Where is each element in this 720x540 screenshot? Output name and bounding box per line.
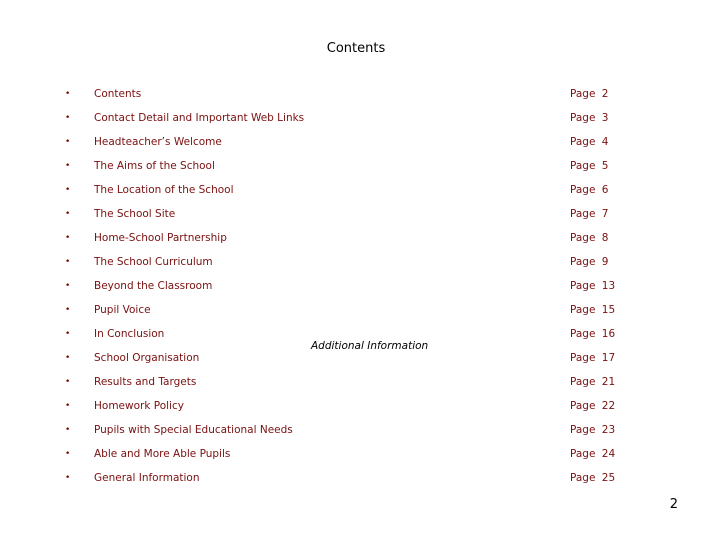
bullet: •	[65, 401, 71, 411]
toc-row	[0, 446, 720, 462]
toc-row	[0, 374, 720, 390]
bullet: •	[65, 473, 71, 483]
toc-item-page: Page 5	[570, 160, 609, 172]
toc-item-label: The Aims of the School	[94, 160, 215, 172]
toc-row	[0, 302, 720, 318]
toc-row	[0, 470, 720, 486]
toc-item-page: Page 15	[570, 304, 616, 316]
toc-row	[0, 206, 720, 222]
bullet: •	[65, 305, 71, 315]
toc-row	[0, 134, 720, 150]
bullet: •	[65, 425, 71, 435]
toc-item-label: Pupils with Special Educational Needs	[94, 424, 293, 436]
bullet: •	[65, 353, 71, 363]
toc-item-label: Contact Detail and Important Web Links	[94, 112, 305, 124]
toc-item-page: Page 23	[570, 424, 616, 436]
bullet: •	[65, 137, 71, 147]
toc-item-label: Beyond the Classroom	[94, 280, 213, 292]
toc-item-page: Page 13	[570, 280, 616, 292]
toc-item-page: Page 7	[570, 208, 609, 220]
toc-item-label: In Conclusion	[94, 328, 165, 340]
additional-information-heading: Additional Information	[311, 340, 429, 352]
toc-item-label: The School Site	[94, 208, 176, 220]
toc-item-label: Headteacher’s Welcome	[94, 136, 222, 148]
toc-item-label: The School Curriculum	[94, 256, 213, 268]
bullet: •	[65, 377, 71, 387]
toc-item-label: Homework Policy	[94, 400, 184, 412]
toc-item-page: Page 21	[570, 376, 616, 388]
toc-row	[0, 158, 720, 174]
toc-item-page: Page 4	[570, 136, 609, 148]
bullet: •	[65, 113, 71, 123]
toc-item-label: General Information	[94, 472, 200, 484]
bullet: •	[65, 185, 71, 195]
toc-row	[0, 398, 720, 414]
bullet: •	[65, 161, 71, 171]
toc-item-label: The Location of the School	[94, 184, 234, 196]
toc-item-label: Results and Targets	[94, 376, 197, 388]
toc-item-label: Contents	[94, 88, 142, 100]
bullet: •	[65, 209, 71, 219]
page-number: 2	[669, 497, 678, 512]
toc-item-page: Page 2	[570, 88, 609, 100]
toc-row	[0, 86, 720, 102]
toc-item-label: School Organisation	[94, 352, 200, 364]
toc-item-page: Page 16	[570, 328, 616, 340]
toc-item-page: Page 22	[570, 400, 616, 412]
bullet: •	[65, 329, 71, 339]
toc-row	[0, 182, 720, 198]
bullet: •	[65, 449, 71, 459]
toc-row	[0, 110, 720, 126]
toc-item-page: Page 8	[570, 232, 609, 244]
toc-row	[0, 254, 720, 270]
bullet: •	[65, 257, 71, 267]
toc-item-label: Home-School Partnership	[94, 232, 227, 244]
toc-item-page: Page 17	[570, 352, 616, 364]
page-title: Contents	[326, 41, 386, 56]
toc-row	[0, 230, 720, 246]
toc-item-label: Pupil Voice	[94, 304, 151, 316]
toc-item-page: Page 3	[570, 112, 609, 124]
toc-item-label: Able and More Able Pupils	[94, 448, 231, 460]
toc-row	[0, 278, 720, 294]
bullet: •	[65, 89, 71, 99]
toc-item-page: Page 24	[570, 448, 616, 460]
toc-item-page: Page 6	[570, 184, 609, 196]
toc-item-page: Page 9	[570, 256, 609, 268]
toc-row	[0, 422, 720, 438]
bullet: •	[65, 281, 71, 291]
bullet: •	[65, 233, 71, 243]
toc-item-page: Page 25	[570, 472, 616, 484]
